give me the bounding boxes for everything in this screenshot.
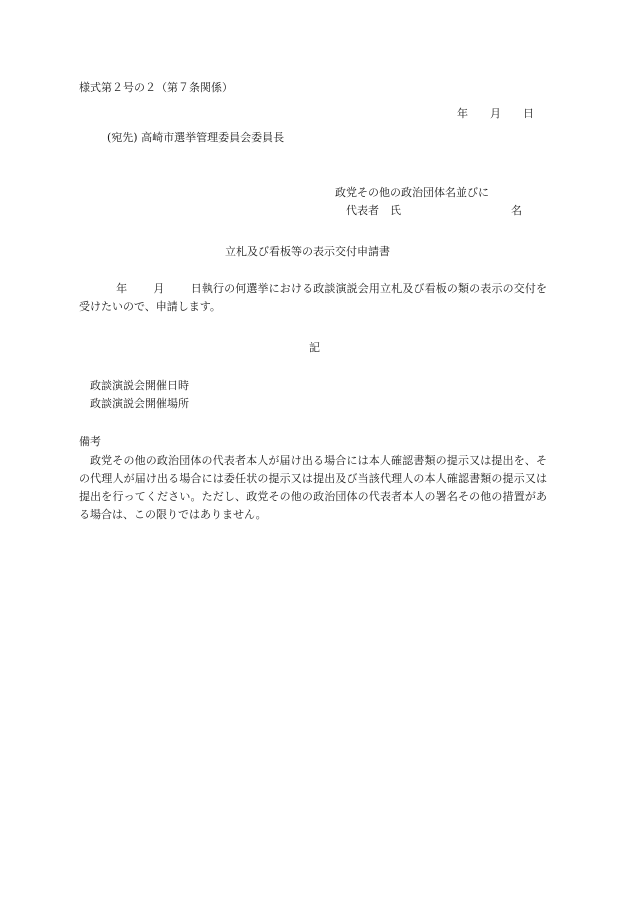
body-year-label: 年	[116, 282, 128, 295]
date-month-label: 月	[490, 107, 501, 120]
remarks-heading: 備考	[79, 435, 101, 448]
remarks-text: 政党その他の政治団体の代表者本人が届け出る場合には本人確認書類の提示又は提出を、その代理人が届け出る場合には委任状の提示又は提出及び当該代理人の本人確認書類の提示又は提出を行ってください。ただし、政党その他の政治団体の代表者本人の署名その他の措置がある場合は、この限りではありません。	[79, 454, 547, 521]
body-rest-text: 日執行の何選挙における政談演説会用立札及び看板の類の表示の交付を受けたいので、申請します。	[79, 282, 548, 313]
ki-heading: 記	[309, 341, 320, 354]
item-meeting-datetime: 政談演説会開催日時	[90, 379, 189, 392]
date-day-label: 日	[523, 107, 534, 120]
application-body-text	[79, 280, 547, 316]
addressee: (宛先) 高崎市選挙管理委員会委員長	[107, 131, 285, 144]
applicant-org-name-label: 政党その他の政治団体名並びに	[335, 186, 489, 199]
item-meeting-place: 政談演説会開催場所	[90, 397, 189, 410]
document-title: 立札及び看板等の表示交付申請書	[225, 245, 390, 258]
date-year-label: 年	[457, 107, 468, 120]
body-month-label: 月	[153, 282, 165, 295]
form-number: 様式第２号の２（第７条関係）	[79, 81, 233, 94]
representative-name-label: 代表者 氏	[346, 204, 401, 217]
representative-name-suffix: 名	[511, 204, 522, 217]
date-line	[457, 108, 534, 119]
